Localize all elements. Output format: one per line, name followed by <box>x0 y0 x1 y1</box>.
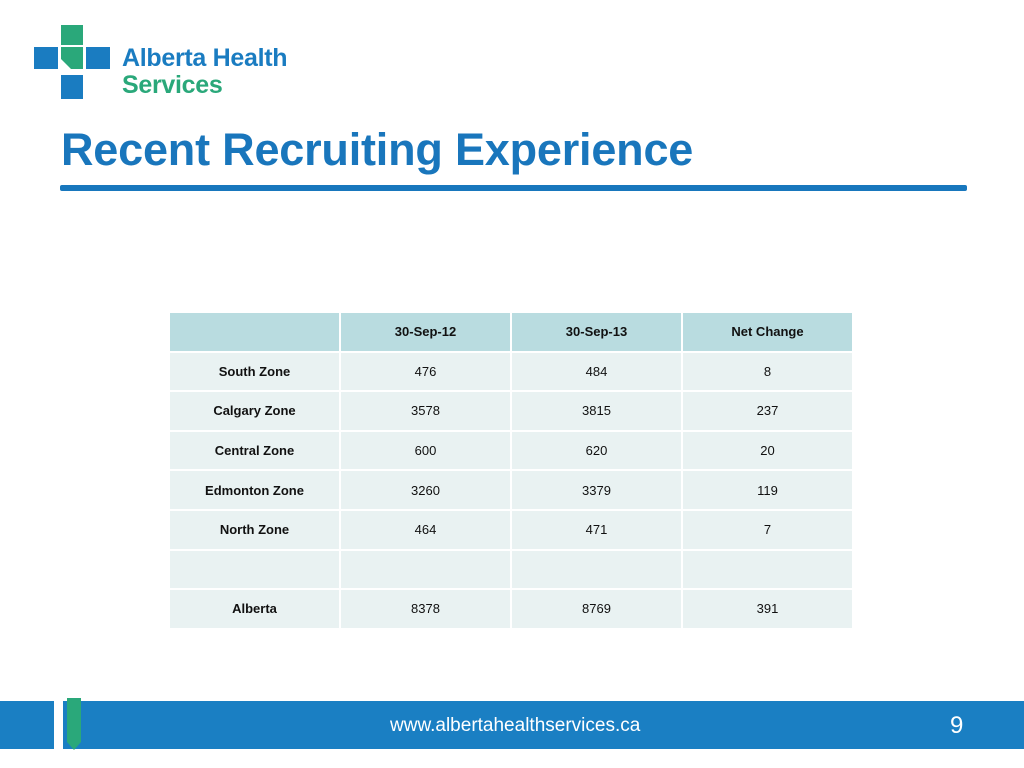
table-cell: 484 <box>512 353 681 391</box>
table-cell: 119 <box>683 471 852 509</box>
table-cell: 8769 <box>512 590 681 628</box>
table-cell: 3815 <box>512 392 681 430</box>
table-cell: 391 <box>683 590 852 628</box>
table-cell: 476 <box>341 353 510 391</box>
table-cell: 600 <box>341 432 510 470</box>
page-number: 9 <box>950 712 964 739</box>
table-cell: 620 <box>512 432 681 470</box>
table-row <box>170 511 852 549</box>
slide-title: Recent Recruiting Experience <box>61 124 694 175</box>
table-row <box>170 392 852 430</box>
table-cell <box>512 551 681 589</box>
footer-bar <box>0 701 1024 749</box>
table-header-cell: Net Change <box>683 313 852 351</box>
table-cell: 237 <box>683 392 852 430</box>
table-cell: 3379 <box>512 471 681 509</box>
row-label: North Zone <box>170 511 339 549</box>
table-row <box>170 471 852 509</box>
brand-line-1: Alberta Health <box>122 44 288 72</box>
table-cell <box>341 551 510 589</box>
table-row-total <box>170 590 852 628</box>
table-cell: 7 <box>683 511 852 549</box>
brand-name <box>122 45 287 99</box>
table-cell: 8378 <box>341 590 510 628</box>
table-header-cell: 30-Sep-12 <box>341 313 510 351</box>
brand-line-2: Services <box>122 71 223 99</box>
table-cell: 464 <box>341 511 510 549</box>
table-row-empty <box>170 551 852 589</box>
table-cell: 8 <box>683 353 852 391</box>
table-header-cell <box>170 313 339 351</box>
table-cell: 3260 <box>341 471 510 509</box>
table-cell <box>683 551 852 589</box>
title-divider <box>60 185 967 191</box>
table-row <box>170 353 852 391</box>
table-cell: 471 <box>512 511 681 549</box>
table-cell: 3578 <box>341 392 510 430</box>
row-label: Central Zone <box>170 432 339 470</box>
footer-url: www.albertahealthservices.ca <box>390 715 641 736</box>
row-label: Edmonton Zone <box>170 471 339 509</box>
row-label: Calgary Zone <box>170 392 339 430</box>
table-cell: 20 <box>683 432 852 470</box>
table-header-cell: 30-Sep-13 <box>512 313 681 351</box>
recruiting-table <box>168 311 854 630</box>
table-header-row <box>170 313 852 351</box>
alberta-health-services-logo <box>34 25 294 103</box>
row-label <box>170 551 339 589</box>
row-label: South Zone <box>170 353 339 391</box>
ahs-footer-mark-icon <box>54 698 88 750</box>
table-row <box>170 432 852 470</box>
row-label: Alberta <box>170 590 339 628</box>
ahs-cross-icon <box>34 25 114 101</box>
